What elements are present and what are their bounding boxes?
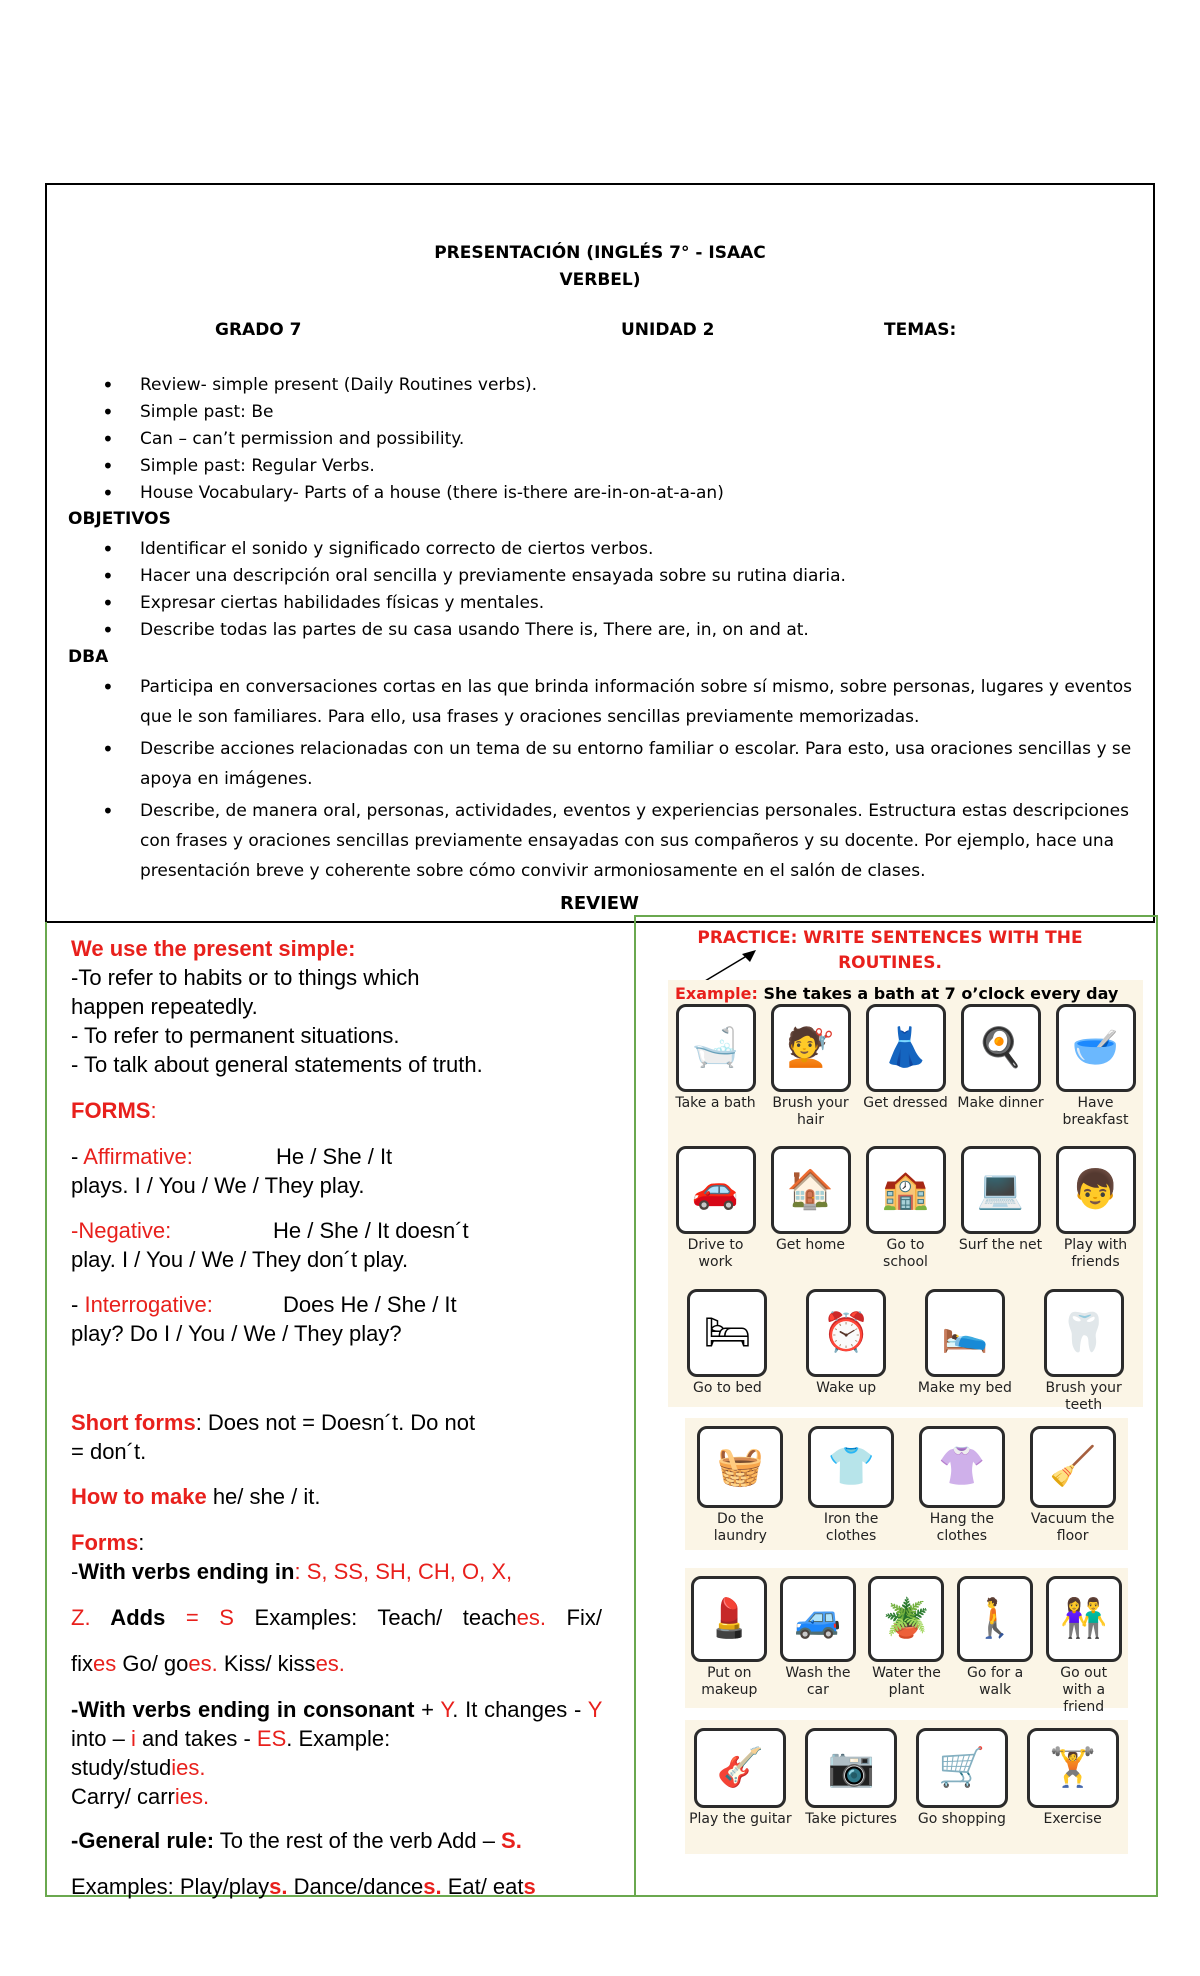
interrogative-text: Does He / She / It xyxy=(283,1292,457,1317)
rule-text: . It changes - xyxy=(452,1697,588,1722)
negative-text: He / She / It doesn´t xyxy=(273,1218,469,1243)
suffix: s xyxy=(523,1874,536,1899)
routine-icon: 🏠 xyxy=(786,1169,835,1212)
routine-card xyxy=(907,1720,1018,1854)
routine-picture xyxy=(1030,1426,1116,1508)
suffix: s. xyxy=(269,1874,288,1899)
list-item: • Identificar el sonido y significado correcto de ciertos verbos. xyxy=(140,536,1140,563)
affirmative-text: He / She / It xyxy=(276,1144,393,1169)
example-label: Example: xyxy=(675,984,758,1003)
objetivos-heading: OBJETIVOS xyxy=(68,509,171,529)
routine-label: Take a bath xyxy=(675,1095,756,1111)
routine-icon: 🦷 xyxy=(1059,1311,1108,1354)
routine-card xyxy=(774,1568,863,1708)
affirmative-label: Affirmative: xyxy=(83,1144,193,1169)
routine-card xyxy=(685,1720,796,1854)
routine-picture xyxy=(868,1576,944,1662)
consonant-y-rule xyxy=(71,1695,602,1753)
routine-icon: 🧺 xyxy=(716,1446,765,1488)
routines-chart-3 xyxy=(685,1568,1128,1715)
routine-icon: 💄 xyxy=(705,1598,753,1640)
dba-heading: DBA xyxy=(68,647,109,667)
how-to-make-text: he/ she / it. xyxy=(206,1484,321,1509)
example-text: Go/ go xyxy=(116,1651,189,1676)
dash: - xyxy=(71,1292,85,1317)
routine-picture xyxy=(925,1289,1005,1377)
routine-icon: 💇 xyxy=(786,1027,835,1069)
example-text: Kiss/ kiss xyxy=(217,1651,316,1676)
suffix: ies. xyxy=(171,1755,206,1780)
routine-icon: 🏫 xyxy=(881,1169,930,1212)
routine-icon: 🧹 xyxy=(1048,1446,1097,1488)
grado-label: GRADO 7 xyxy=(215,320,302,340)
routine-icon: 👫 xyxy=(1060,1598,1108,1640)
example-text: fix xyxy=(71,1651,93,1676)
use-heading: We use the present simple: xyxy=(71,936,356,961)
adds-s-line xyxy=(71,1603,602,1632)
plus: + xyxy=(414,1697,441,1722)
routine-picture xyxy=(691,1576,767,1662)
z-letter: Z. xyxy=(71,1605,91,1630)
routine-label: Take pictures xyxy=(805,1811,897,1827)
forms-heading xyxy=(71,1096,601,1125)
routine-picture xyxy=(919,1426,1005,1508)
routines-chart-1 xyxy=(668,980,1143,1413)
forms2-line xyxy=(71,1528,601,1557)
routine-label: Wash the car xyxy=(785,1665,851,1698)
routine-card xyxy=(858,1122,953,1271)
topics-list xyxy=(140,372,1140,507)
routine-card xyxy=(796,1720,907,1854)
routine-icon: 👚 xyxy=(938,1446,986,1488)
short-forms-line xyxy=(71,1408,601,1437)
routine-label: Wake up xyxy=(816,1379,877,1396)
suffix: ies. xyxy=(174,1784,210,1809)
routine-icon: 🚶 xyxy=(971,1598,1019,1640)
routine-card xyxy=(763,1122,858,1264)
title-line-1: PRESENTACIÓN (INGLÉS 7° - ISAAC xyxy=(434,243,766,263)
routine-icon: 👦 xyxy=(1071,1169,1120,1212)
y-letter: Y xyxy=(587,1697,602,1722)
rule-text: into – xyxy=(71,1726,131,1751)
routine-picture xyxy=(806,1289,886,1377)
routine-picture xyxy=(687,1289,767,1377)
short-forms-text: : Does not = Doesn´t. Do not xyxy=(195,1410,476,1435)
practice-example xyxy=(675,984,1118,1003)
routine-label: Make my bed xyxy=(917,1379,1012,1396)
routine-picture xyxy=(866,1004,946,1092)
how-to-make-line xyxy=(71,1482,601,1511)
suffix: es. xyxy=(188,1651,218,1676)
interrogative-label: Interrogative: xyxy=(84,1292,213,1317)
routine-card xyxy=(796,1418,907,1550)
page-title xyxy=(0,240,1200,294)
suffix: es xyxy=(93,1651,117,1676)
routine-picture xyxy=(1044,1289,1124,1377)
es-suffix: ES xyxy=(256,1726,287,1751)
short-forms-line-2: = don´t. xyxy=(71,1439,147,1464)
general-rule-label: -General rule: xyxy=(71,1828,215,1853)
routines-chart-4 xyxy=(685,1720,1128,1854)
routine-label: Get dressed xyxy=(863,1095,948,1111)
routine-picture xyxy=(1056,1146,1136,1234)
use-line: - To refer to permanent situations. xyxy=(71,1023,400,1048)
routine-card xyxy=(1017,1418,1128,1550)
forms-label: FORMS xyxy=(71,1098,151,1123)
forms2-colon: : xyxy=(138,1530,145,1555)
examples-line xyxy=(71,1649,601,1678)
routine-card xyxy=(953,1122,1048,1264)
routine-label: Go out with a friend xyxy=(1060,1665,1108,1715)
routine-icon: 📷 xyxy=(827,1747,875,1789)
routine-label: Play the guitar xyxy=(689,1811,792,1827)
routine-icon: 🛁 xyxy=(691,1027,740,1069)
routine-picture xyxy=(808,1426,894,1508)
routine-icon: 👕 xyxy=(827,1446,875,1488)
routine-card xyxy=(907,1418,1018,1550)
example-text: Carry/ carr xyxy=(71,1784,175,1809)
routine-icon: 🛏 xyxy=(703,1311,752,1354)
routine-card xyxy=(668,1122,763,1271)
routine-card xyxy=(906,1265,1025,1407)
routine-label: Exercise xyxy=(1043,1811,1102,1827)
routine-label: Have breakfast xyxy=(1062,1095,1129,1128)
colon: : xyxy=(294,1559,307,1584)
study-line xyxy=(71,1753,601,1782)
routine-label: Surf the net xyxy=(958,1237,1043,1254)
routine-picture xyxy=(676,1004,756,1092)
dash: - xyxy=(71,1559,79,1584)
review-heading: REVIEW xyxy=(560,893,639,914)
rule-text: and takes - xyxy=(135,1726,257,1751)
negative-line xyxy=(71,1216,601,1245)
carry-line xyxy=(71,1782,601,1811)
practice-title-line-2: ROUTINES. xyxy=(838,953,942,973)
routine-label: Drive to work xyxy=(687,1237,744,1271)
title-line-2: VERBEL) xyxy=(559,270,641,290)
temas-label: TEMAS: xyxy=(884,320,957,340)
routine-icon: 🚙 xyxy=(794,1598,842,1640)
routine-picture xyxy=(866,1146,946,1234)
example-text: study/stud xyxy=(71,1755,172,1780)
routine-label: Play with friends xyxy=(1063,1237,1128,1271)
use-line: -To refer to habits or to things which xyxy=(71,965,420,990)
suffix: s. xyxy=(423,1874,442,1899)
routine-icon: 🪴 xyxy=(882,1598,931,1640)
general-examples-line xyxy=(71,1872,601,1901)
negative-label: -Negative: xyxy=(71,1218,172,1243)
routine-label: Make dinner xyxy=(957,1095,1044,1111)
consonant-rule-label: -With verbs ending in consonant xyxy=(71,1697,415,1722)
interrogative-line-2: play? Do I / You / We / They play? xyxy=(71,1321,402,1346)
routine-picture xyxy=(676,1146,756,1234)
list-item: • Hacer una descripción oral sencilla y previamente ensayada sobre su rutina diaria. xyxy=(140,563,1140,590)
example-text: Eat/ eat xyxy=(441,1874,524,1899)
list-item: • Simple past: Regular Verbs. xyxy=(140,453,1140,480)
forms-colon: : xyxy=(150,1098,157,1123)
routine-picture xyxy=(916,1728,1008,1808)
routine-picture xyxy=(697,1426,783,1508)
routine-card xyxy=(1048,1122,1143,1271)
s-suffix: S. xyxy=(501,1828,522,1853)
routine-label: Go for a walk xyxy=(967,1665,1024,1698)
practice-title-line-1: PRACTICE: WRITE SENTENCES WITH THE xyxy=(697,928,1083,948)
forms2-label: Forms xyxy=(71,1530,139,1555)
use-line: happen repeatedly. xyxy=(71,994,258,1019)
routine-icon: 🍳 xyxy=(976,1027,1025,1069)
routine-card xyxy=(1024,1265,1143,1413)
routine-picture xyxy=(1027,1728,1119,1808)
adds-label: Adds xyxy=(90,1605,186,1630)
routine-label: Iron the clothes xyxy=(823,1511,879,1544)
routine-label: Go to bed xyxy=(692,1379,762,1396)
routine-label: Go to school xyxy=(883,1237,928,1271)
list-item: • House Vocabulary- Parts of a house (there is-there are-in-on-at-a-an) xyxy=(140,480,1140,507)
s-letter: S xyxy=(219,1605,234,1630)
routine-picture xyxy=(694,1728,786,1808)
example-text: Examples: Play/play xyxy=(71,1874,270,1899)
routine-label: Brush your teeth xyxy=(1045,1379,1122,1413)
routine-icon: 🛌 xyxy=(941,1311,989,1354)
routine-icon: 👗 xyxy=(881,1027,930,1069)
example-text: Fix/ xyxy=(545,1605,602,1630)
list-item: • Participa en conversaciones cortas en las que brinda información sobre sí mismo, sobre personas, lugares y eventos que le son familiares. Para ello, usa frases y oraciones sencillas previamente memorizadas. xyxy=(140,672,1140,732)
routine-label: Get home xyxy=(775,1237,846,1254)
routine-card xyxy=(685,1568,774,1708)
routine-icon: ⏰ xyxy=(822,1311,870,1354)
routine-icon: 🛒 xyxy=(938,1747,986,1789)
list-item: • Can – can’t permission and possibility. xyxy=(140,426,1140,453)
routine-picture xyxy=(961,1146,1041,1234)
routine-icon: 🥣 xyxy=(1071,1027,1120,1069)
routine-card xyxy=(668,1265,787,1407)
routine-card xyxy=(1017,1720,1128,1854)
list-item: • Review- simple present (Daily Routines verbs). xyxy=(140,372,1140,399)
routine-label: Water the plant xyxy=(872,1665,941,1698)
routine-label: Put on makeup xyxy=(701,1665,758,1698)
general-rule-line xyxy=(71,1826,601,1855)
routine-label: Do the laundry xyxy=(713,1511,767,1544)
routine-picture xyxy=(1056,1004,1136,1092)
routine-picture xyxy=(961,1004,1041,1092)
list-item: • Simple past: Be xyxy=(140,399,1140,426)
routine-label: Go shopping xyxy=(917,1811,1006,1827)
routine-icon: 💻 xyxy=(976,1169,1025,1212)
routine-card xyxy=(951,1568,1040,1708)
example-sentence: She takes a bath at 7 o’clock every day xyxy=(757,984,1119,1003)
objetivos-list xyxy=(140,536,1140,644)
example-text: Dance/dance xyxy=(287,1874,424,1899)
affirmative-line-2: plays. I / You / We / They play. xyxy=(71,1173,365,1198)
dash: - xyxy=(71,1144,84,1169)
ending-letters: S, SS, SH, CH, O, X, xyxy=(306,1559,513,1584)
negative-line-2: play. I / You / We / They don´t play. xyxy=(71,1247,409,1272)
interrogative-line xyxy=(71,1290,601,1319)
routine-label: Hang the clothes xyxy=(929,1511,995,1544)
list-item: • Describe acciones relacionadas con un tema de su entorno familiar o escolar. Para esto, usa oraciones sencillas y se apoya en imágenes. xyxy=(140,734,1140,794)
rule-text: To the rest of the verb Add – xyxy=(214,1828,502,1853)
affirmative-line xyxy=(71,1142,601,1171)
routine-card xyxy=(862,1568,951,1708)
equals: = xyxy=(185,1605,220,1630)
routine-label: Vacuum the floor xyxy=(1030,1511,1115,1544)
short-forms-label: Short forms xyxy=(71,1410,196,1435)
ending-rule-label: With verbs ending in xyxy=(78,1559,295,1584)
routine-picture xyxy=(957,1576,1033,1662)
suffix: es. xyxy=(516,1605,546,1630)
suffix: es. xyxy=(315,1651,345,1676)
routine-picture xyxy=(771,1004,851,1092)
routine-icon: 🚗 xyxy=(691,1169,740,1212)
routine-picture xyxy=(805,1728,897,1808)
routine-picture xyxy=(1046,1576,1122,1662)
routine-picture xyxy=(771,1146,851,1234)
example-text: Examples: Teach/ teach xyxy=(233,1605,517,1630)
list-item: • Expresar ciertas habilidades físicas y mentales. xyxy=(140,590,1140,617)
routine-label: Brush your hair xyxy=(772,1095,849,1128)
routine-picture xyxy=(780,1576,856,1662)
routine-card xyxy=(1039,1568,1128,1715)
use-line: - To talk about general statements of truth. xyxy=(71,1052,483,1077)
routines-chart-2 xyxy=(685,1418,1128,1550)
list-item: • Describe todas las partes de su casa usando There is, There are, in, on and at. xyxy=(140,617,1140,644)
routine-icon: 🏋 xyxy=(1048,1747,1097,1789)
unidad-label: UNIDAD 2 xyxy=(621,320,715,340)
i-letter: i xyxy=(130,1726,136,1751)
routine-icon: 🎸 xyxy=(716,1747,765,1789)
list-item: • Describe, de manera oral, personas, actividades, eventos y experiencias personales. Estructura estas descripciones con frases y oraciones sencillas previamente ensayadas con sus compañeros y su docente. Por ejemplo, hace una presentación breve y coherente sobre cómo convivir armoniosamente en el salón de clases. xyxy=(140,796,1140,886)
routine-card xyxy=(787,1265,906,1407)
rule-text: . Example: xyxy=(286,1726,391,1751)
how-to-make-label: How to make xyxy=(71,1484,207,1509)
routine-card xyxy=(685,1418,796,1550)
y-letter: Y xyxy=(440,1697,453,1722)
ending-rule-line xyxy=(71,1557,601,1586)
dba-list xyxy=(140,672,1140,886)
